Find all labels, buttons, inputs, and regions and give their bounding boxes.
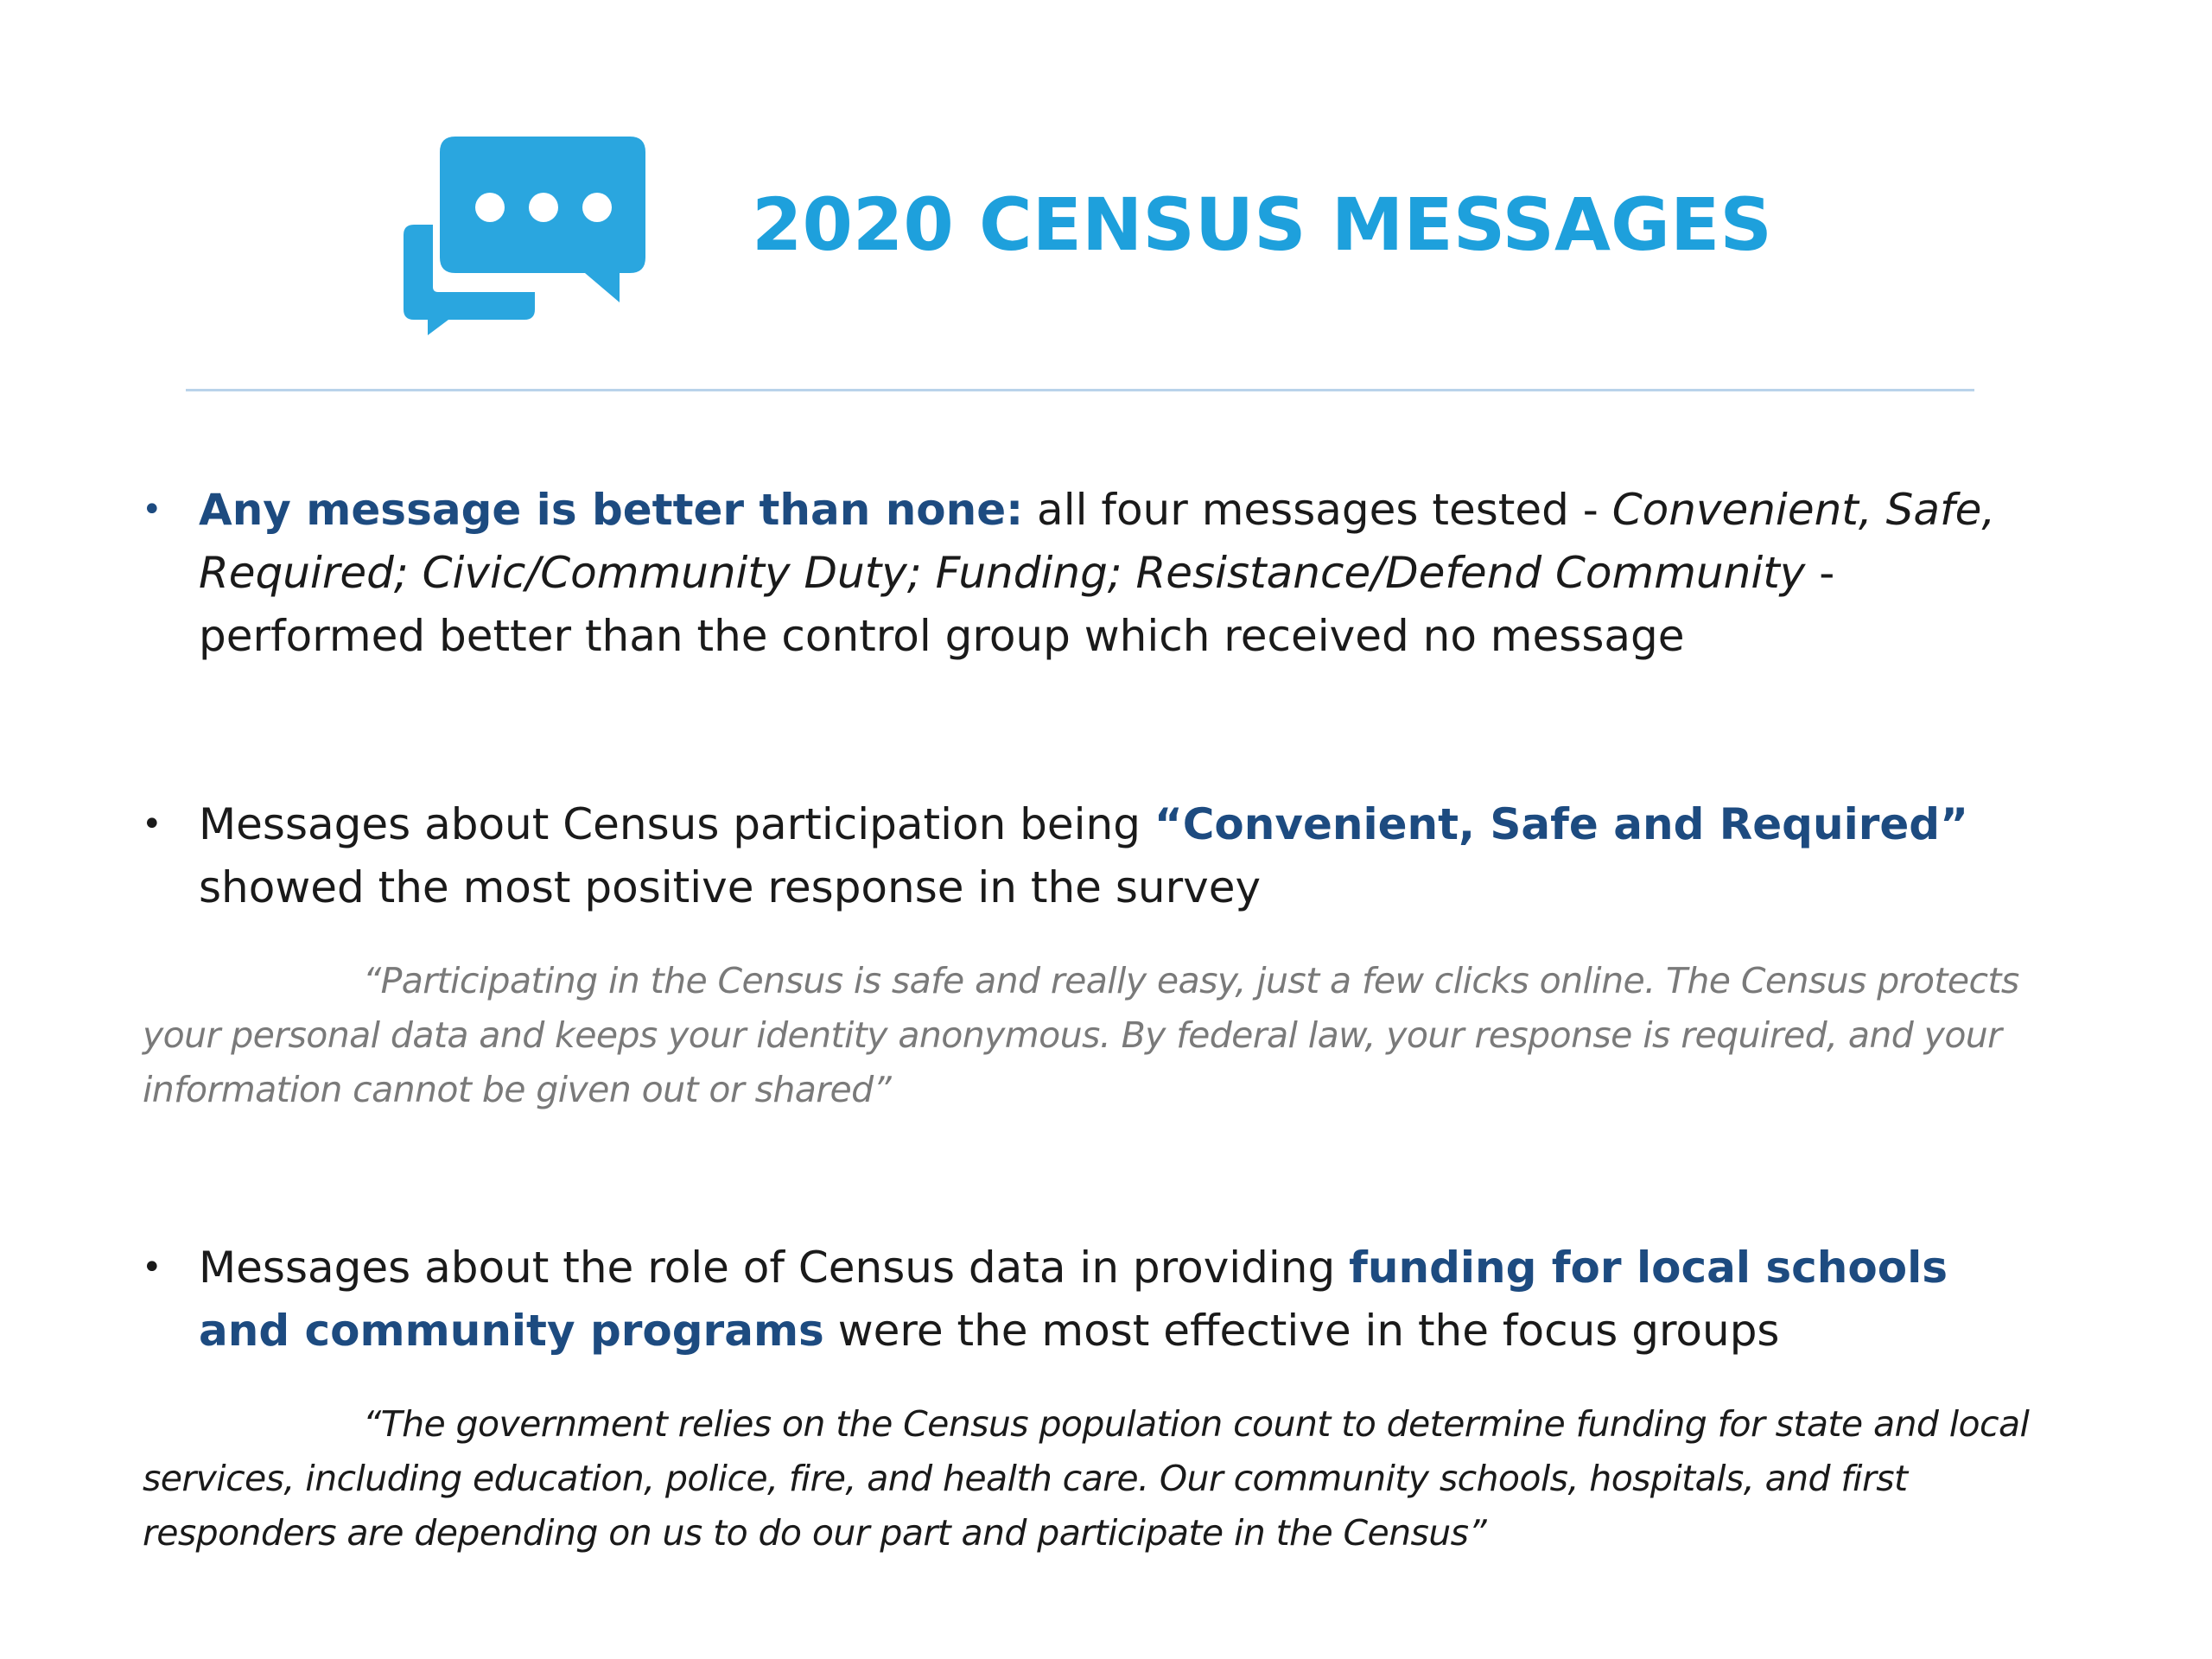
quote-funding: “The government relies on the Census population count to determine funding for state and local services, including education, police, fire, and health care. Our community schools, hospitals, and first responders are depending on us to do our part and participate in the Census” bbox=[143, 1403, 2030, 1554]
bullet-text-tail: - performed better than the control group which received no message bbox=[199, 548, 1835, 661]
bullet-marker: • bbox=[142, 1248, 162, 1287]
bullet-highlight: funding for local schools and community programs bbox=[199, 1243, 1948, 1356]
bullet-messages-list: Convenient, Safe, Required; Civic/Community Duty; Funding; Resistance/Defend Community bbox=[199, 485, 1996, 598]
bullet-text-tail: were the most effective in the focus groups bbox=[823, 1306, 1780, 1356]
bullet-highlight: “Convenient, Safe and Required” bbox=[1154, 799, 1968, 849]
bullet-convenient-safe bbox=[142, 793, 2048, 919]
bullet-marker: • bbox=[142, 490, 162, 530]
page-title: 2020 CENSUS MESSAGES bbox=[752, 182, 1772, 267]
chat-bubbles-icon bbox=[404, 137, 645, 335]
bullet-text-tail: showed the most positive response in the survey bbox=[199, 862, 1262, 912]
bullet-any-message bbox=[142, 479, 2048, 668]
bullet-lead: Any message is better than none: bbox=[199, 485, 1024, 535]
bullet-marker: • bbox=[142, 804, 162, 844]
bullet-text: Messages about Census participation being bbox=[199, 799, 1154, 849]
bullet-text: Messages about the role of Census data in providing bbox=[199, 1243, 1350, 1293]
divider bbox=[186, 389, 1974, 391]
quote-convenient-safe: “Participating in the Census is safe and really easy, just a few clicks online. The Census protects your personal data and keeps your identity anonymous. By federal law, your response is required, and your information cannot be given out or shared” bbox=[143, 960, 2019, 1110]
bullet-text: all four messages tested - bbox=[1023, 485, 1612, 535]
bullet-funding bbox=[142, 1236, 2048, 1363]
